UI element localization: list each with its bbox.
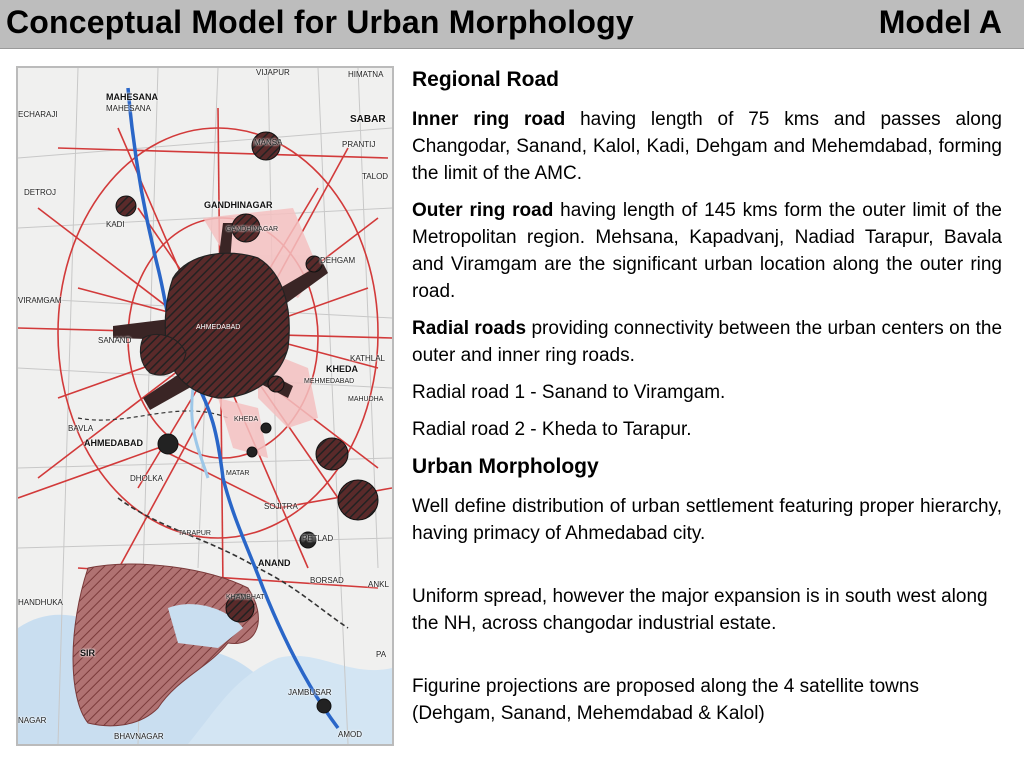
map-label-dehgam: DEHGAM: [320, 256, 356, 265]
radial-roads-text: providing connectivity between the urban centers on the outer and inner ring roads.: [412, 318, 1003, 366]
outer-ring-text: having length of 145 kms form the outer limit of the Metropolitan region. Mehsana, Kapadvanj, Nadiad Tarapur, Bavala and Viramgam are the significant urban location along the outer ring road.: [412, 200, 1002, 302]
map-label-talod: TALOD: [362, 172, 389, 181]
map-label-kathlal: KATHLAL: [350, 354, 385, 363]
spacer-2: [412, 647, 1002, 673]
map-label-amod: AMOD: [338, 730, 362, 739]
urban-paragraph-2: Uniform spread, however the major expansion is in south west along the NH, across changodar industrial estate.: [412, 586, 988, 634]
map-label-matar: MATAR: [226, 470, 250, 477]
map-label-anand: ANAND: [258, 558, 291, 568]
map-label-mehmedabad: MEHMEDABAD: [304, 378, 355, 385]
spacer: [412, 557, 1002, 583]
map-label-kheda: KHEDA: [326, 364, 359, 374]
radial-roads-paragraph: [412, 315, 1002, 369]
map-label-sanand: SANAND: [98, 336, 132, 345]
map-label-pa: PA: [376, 650, 387, 659]
outer-ring-term: Outer ring road: [412, 200, 554, 221]
map-label-bavla: BAVLA: [68, 424, 94, 433]
map-label-tarapur: TARAPUR: [178, 530, 211, 537]
map-label-mahesana: MAHESANA: [106, 92, 159, 102]
map-label-kheda-2: KHEDA: [234, 416, 259, 423]
map-label-borsad: BORSAD: [310, 576, 344, 585]
inner-ring-text: having length of 75 kms and passes along Changodar, Sanand, Kalol, Kadi, Dehgam and Mehemdabad, forming the limit of the AMC.: [412, 109, 1002, 184]
map-label-ahmedabad-core: AHMEDABAD: [196, 324, 241, 331]
map-label-nagar: NAGAR: [18, 716, 47, 725]
map-label-dholka: DHOLKA: [130, 474, 163, 483]
radial-road-1: Radial road 1 - Sanand to Viramgam.: [412, 382, 726, 403]
regional-road-heading: Regional Road: [412, 68, 560, 91]
urban-morphology-map: [16, 66, 394, 746]
slide-title: Conceptual Model for Urban Morphology: [6, 4, 634, 40]
urban-paragraph-3: Figurine projections are proposed along the 4 satellite towns (Dehgam, Sanand, Mehemdabad & Kalol): [412, 676, 919, 724]
inner-ring-paragraph: [412, 106, 1002, 187]
outer-ring-paragraph: [412, 197, 1002, 305]
map-label-gandhinagar: GANDHINAGAR: [204, 200, 273, 210]
model-label: Model A: [878, 4, 1002, 40]
map-label-mahesana-2: MAHESANA: [106, 104, 151, 113]
map-label-ahmedabad: AHMEDABAD: [84, 438, 143, 448]
slide-header: [0, 0, 1024, 49]
map-label-ankl: ANKL: [368, 580, 389, 589]
inner-ring-term: Inner ring road: [412, 109, 566, 130]
map-label-becharaji: ECHARAJI: [18, 110, 58, 119]
map-label-petlad: PETLAD: [302, 534, 334, 543]
map-label-bhavnagar: BHAVNAGAR: [114, 732, 164, 741]
map-label-sojitra: SOJITRA: [264, 502, 298, 511]
urban-paragraph-1: Well define distribution of urban settlement featuring proper hierarchy, having primacy of Ahmedabad city.: [412, 496, 1002, 544]
map-drawing: [18, 68, 392, 744]
map-label-mahudha: MAHUDHA: [348, 396, 384, 403]
map-label-detroj: DETROJ: [24, 188, 56, 197]
map-label-himatna: HIMATNA: [348, 70, 384, 79]
map-label-viramgam: VIRAMGAM: [18, 296, 62, 305]
map-label-gandhinagar-2: GANDHINAGAR: [226, 226, 279, 233]
map-label-dhanduka: HANDHUKA: [18, 598, 63, 607]
map-label-mansa: MANSA: [254, 138, 283, 147]
radial-road-2: Radial road 2 - Kheda to Tarapur.: [412, 419, 692, 440]
radial-roads-term: Radial roads: [412, 318, 527, 339]
map-label-prantij: PRANTIJ: [342, 140, 376, 149]
map-label-khambhat: KHAMBHAT: [226, 594, 265, 601]
map-label-kadi: KADI: [106, 220, 125, 229]
urban-morphology-heading: Urban Morphology: [412, 455, 599, 478]
map-label-vijapur: VIJAPUR: [256, 68, 290, 77]
map-label-sabar: SABAR: [350, 114, 386, 125]
map-label-sir: SIR: [80, 648, 96, 658]
map-label-jambusar: JAMBUSAR: [288, 688, 332, 697]
description-column: [412, 66, 1002, 737]
